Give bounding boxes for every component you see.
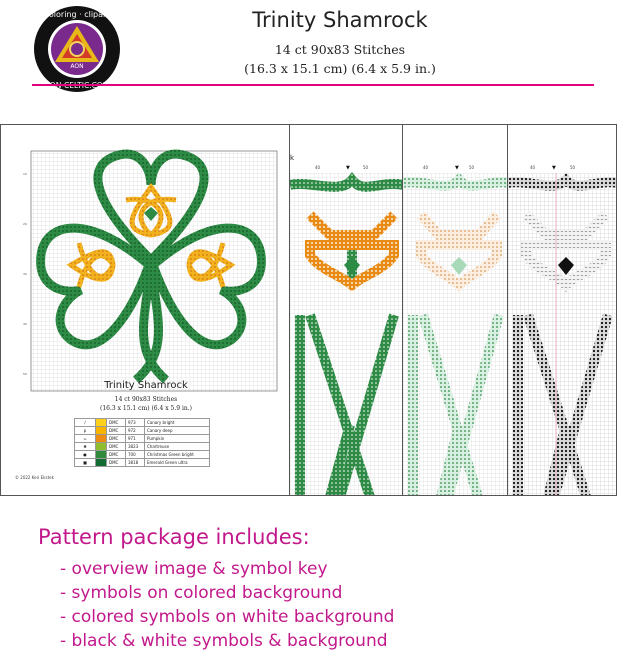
- key-swatch: [96, 443, 107, 451]
- axis-label-50: 50: [570, 165, 576, 170]
- package-list: [60, 557, 394, 653]
- key-symbol: =: [75, 435, 96, 443]
- finished-size: (16.3 x 15.1 cm) (6.4 x 5.9 in.): [244, 61, 436, 76]
- key-symbol: p: [75, 427, 96, 435]
- svg-text:40: 40: [23, 322, 27, 326]
- key-symbol: ♣: [75, 443, 96, 451]
- axis-label-50: 50: [363, 165, 369, 170]
- colored-symbols-chart: [290, 125, 403, 496]
- white-symbols-sheet: [402, 124, 508, 496]
- header-divider: [32, 84, 594, 86]
- logo-center-text: AON: [70, 63, 84, 70]
- key-name: Canary deep: [145, 427, 210, 435]
- key-name: Chartreuse: [145, 443, 210, 451]
- axis-label-50: 50: [469, 165, 475, 170]
- key-symbol: ●: [75, 451, 96, 459]
- white-symbols-chart: [403, 125, 508, 496]
- package-item-black-white: - black & white symbols & background: [60, 631, 388, 651]
- symbol-key-table: [74, 418, 210, 467]
- key-name: Emerald Green ultra: [145, 459, 210, 467]
- key-swatch: [96, 427, 107, 435]
- key-swatch: [96, 451, 107, 459]
- key-swatch: [96, 435, 107, 443]
- package-item-overview: - overview image & symbol key: [60, 559, 328, 579]
- overview-title: Trinity Shamrock: [104, 380, 188, 391]
- overview-sheet: [0, 124, 290, 496]
- package-item-white-background: - colored symbols on white background: [60, 607, 395, 627]
- svg-text:30: 30: [23, 272, 27, 276]
- key-code: 972: [126, 427, 145, 435]
- key-swatch: [96, 419, 107, 427]
- key-row: [75, 451, 210, 459]
- key-name: Christmas Green bright: [145, 451, 210, 459]
- key-name: Canary bright: [145, 419, 210, 427]
- package-title: Pattern package includes:: [38, 525, 310, 549]
- key-code: 971: [126, 435, 145, 443]
- key-brand: DMC: [107, 459, 126, 467]
- axis-label-40: 40: [530, 165, 536, 170]
- key-name: Pumpkin: [145, 435, 210, 443]
- svg-text:10: 10: [23, 172, 27, 176]
- key-code: 973: [126, 419, 145, 427]
- key-swatch: [96, 459, 107, 467]
- key-brand: DMC: [107, 435, 126, 443]
- center-marker: ▼: [455, 165, 459, 171]
- key-row: [75, 459, 210, 467]
- aon-celtic-logo: [32, 4, 122, 94]
- sheet-marker: k: [290, 154, 295, 162]
- key-brand: DMC: [107, 427, 126, 435]
- colored-symbols-sheet: [289, 124, 403, 496]
- bw-symbols-chart: [508, 125, 617, 496]
- key-code: 3818: [126, 459, 145, 467]
- key-brand: DMC: [107, 451, 126, 459]
- key-row: [75, 427, 210, 435]
- key-symbol: /: [75, 419, 96, 427]
- svg-text:coloring · clipart: coloring · clipart: [44, 10, 110, 19]
- copyright: © 2022 Keri Ekstek: [15, 475, 54, 480]
- center-marker: ▼: [346, 165, 350, 171]
- bw-symbols-sheet: [507, 124, 617, 496]
- package-item-colored-background: - symbols on colored background: [60, 583, 343, 603]
- overview-line2: (16.3 x 15.1 cm) (6.4 x 5.9 in.): [99, 405, 193, 412]
- stitch-count: 14 ct 90x83 Stitches: [274, 42, 406, 57]
- key-brand: DMC: [107, 419, 126, 427]
- axis-label-40: 40: [315, 165, 321, 170]
- center-marker: ▼: [552, 165, 556, 171]
- key-row: [75, 435, 210, 443]
- overview-line1: 14 ct 90x83 Stitches: [114, 396, 178, 403]
- axis-label-40: 40: [423, 165, 429, 170]
- svg-text:50: 50: [23, 372, 27, 376]
- key-brand: DMC: [107, 443, 126, 451]
- key-code: 3823: [126, 443, 145, 451]
- key-symbol: ■: [75, 459, 96, 467]
- page-title: Trinity Shamrock: [252, 8, 428, 32]
- svg-text:20: 20: [23, 222, 27, 226]
- key-row: [75, 419, 210, 427]
- key-row: [75, 443, 210, 451]
- key-code: 700: [126, 451, 145, 459]
